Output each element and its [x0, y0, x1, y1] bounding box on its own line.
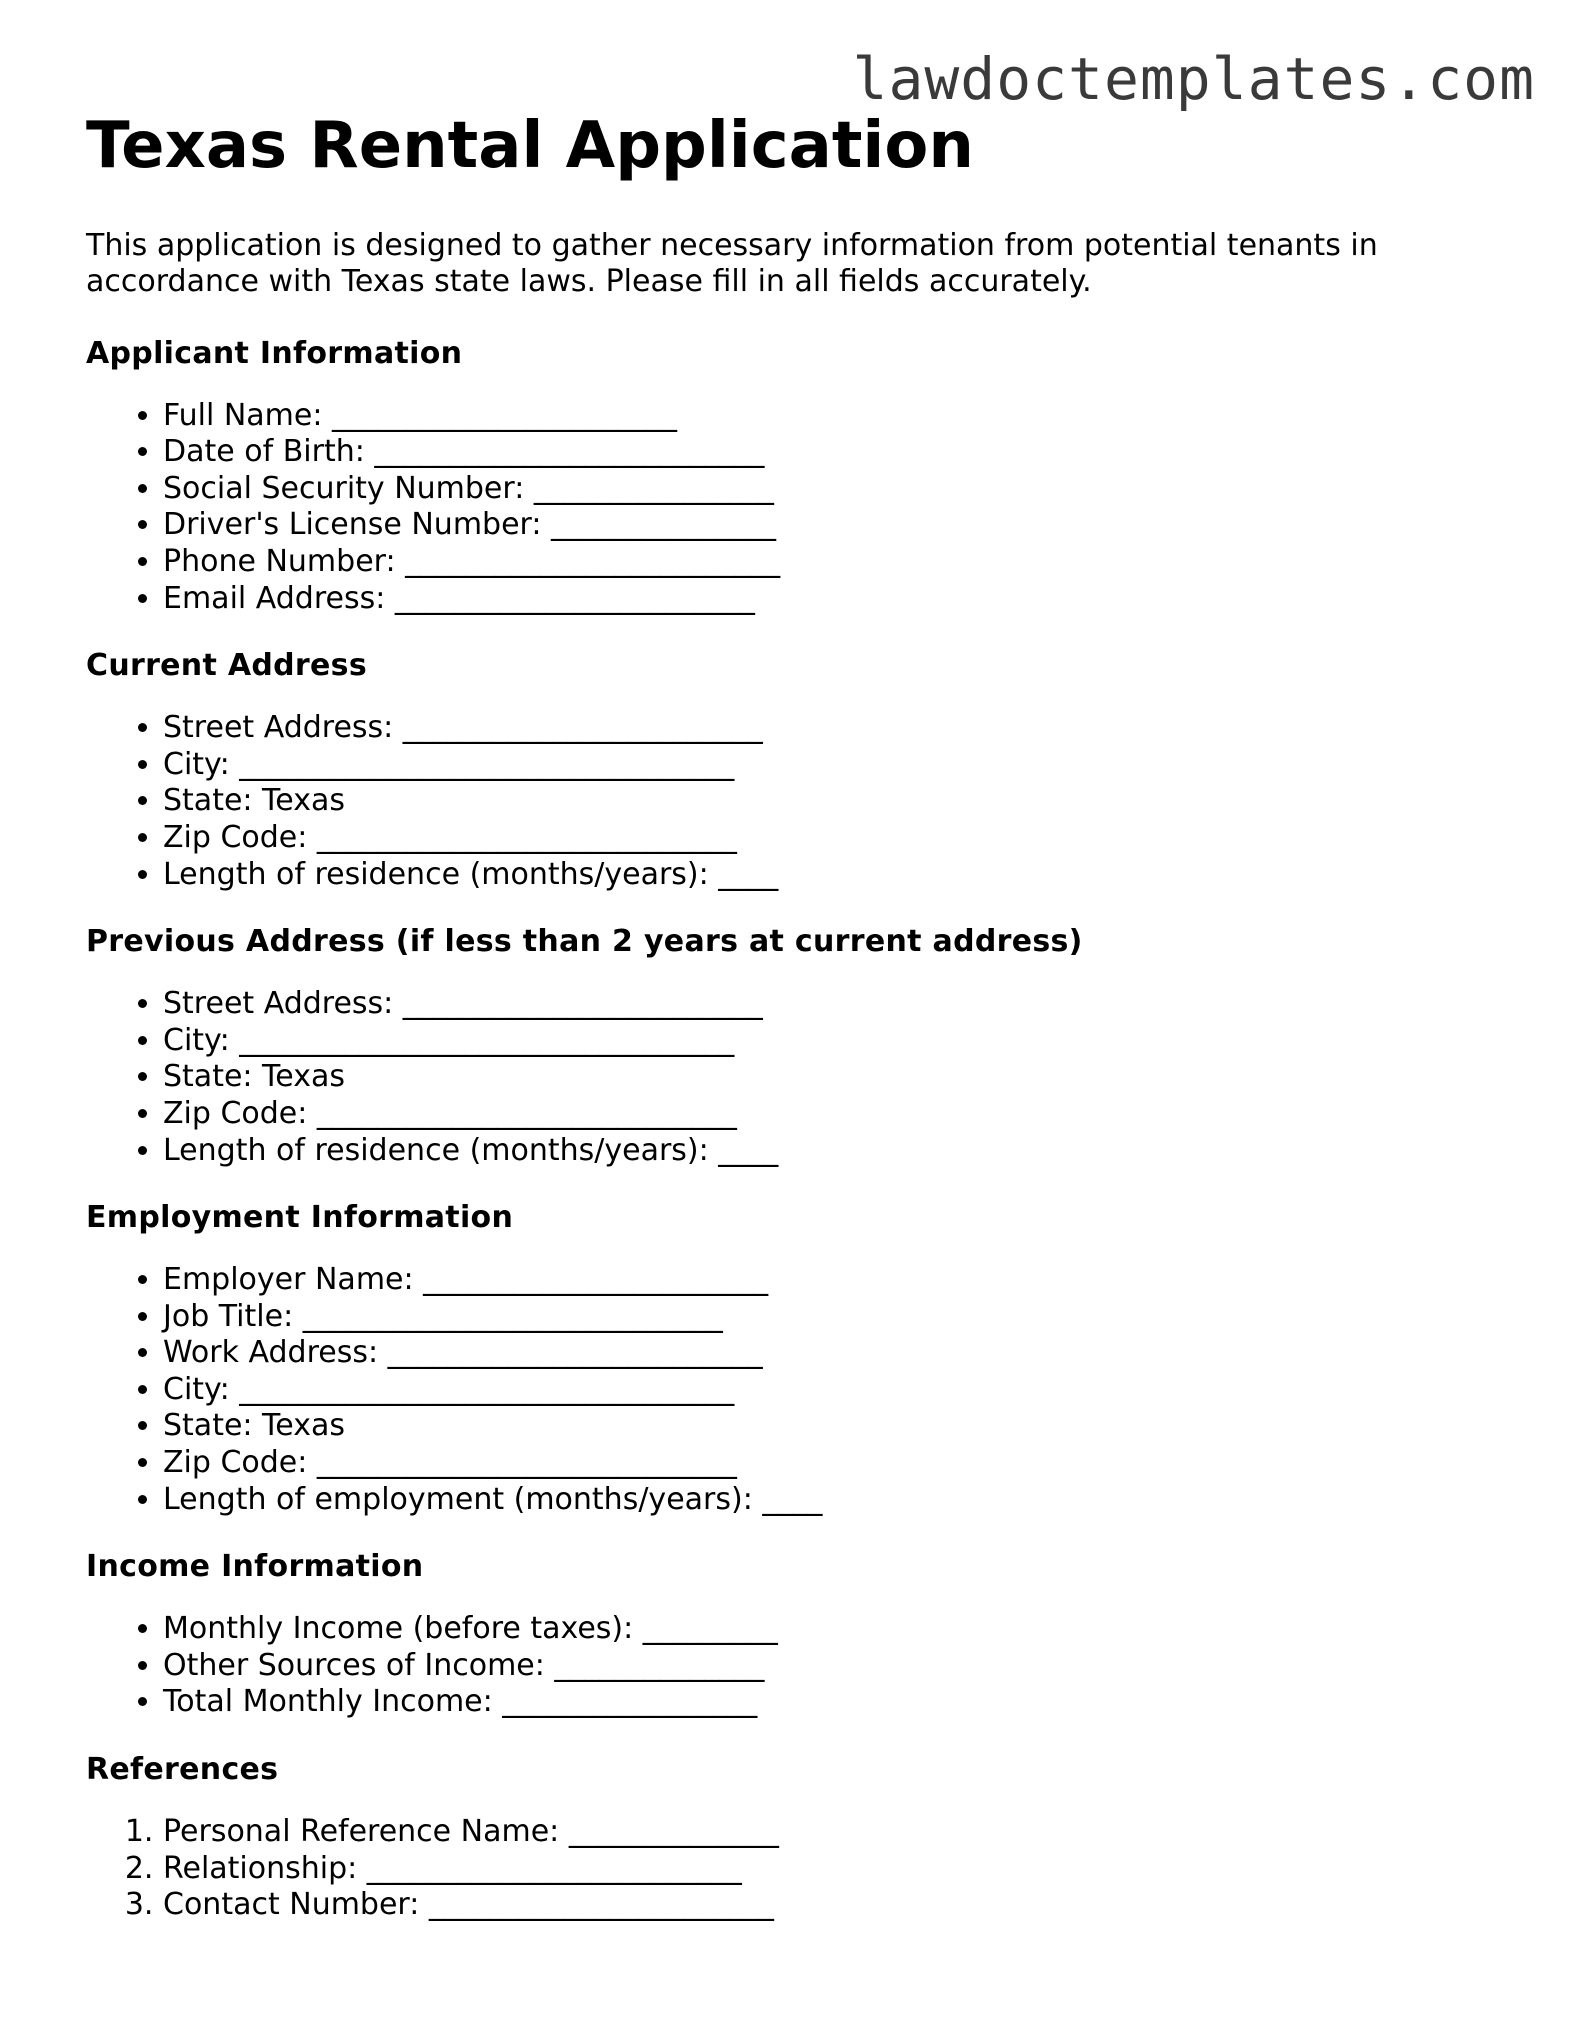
drivers-license-field: • Driver's License Number: _______________ [163, 507, 1526, 544]
income-information-list [86, 1611, 1526, 1721]
full-name-field: • Full Name: _______________________ [163, 398, 1526, 435]
current-city-field: • City: _________________________________ [163, 747, 1526, 784]
date-of-birth-field: • Date of Birth: __________________________ [163, 434, 1526, 471]
page-title: Texas Rental Application [86, 109, 974, 183]
job-title-field: • Job Title: ____________________________ [163, 1299, 1526, 1336]
work-city-field: • City: _________________________________ [163, 1372, 1526, 1409]
phone-number-field: • Phone Number: _________________________ [163, 544, 1526, 581]
contact-number-field: 3. Contact Number: _______________________ [163, 1887, 1526, 1924]
previous-street-address-field: • Street Address: ________________________ [163, 986, 1526, 1023]
other-income-field: • Other Sources of Income: ______________ [163, 1648, 1526, 1685]
previous-state-field: • State: Texas [163, 1059, 1526, 1096]
previous-address-list [86, 986, 1526, 1169]
length-of-employment-field: • Length of employment (months/years): ____ [163, 1482, 1526, 1519]
references-list [86, 1814, 1526, 1924]
previous-length-of-residence-field: • Length of residence (months/years): ____ [163, 1133, 1526, 1170]
personal-reference-name-field: 1. Personal Reference Name: ______________ [163, 1814, 1526, 1851]
current-street-address-field: • Street Address: ________________________ [163, 710, 1526, 747]
previous-city-field: • City: _________________________________ [163, 1023, 1526, 1060]
employment-information-list [86, 1262, 1526, 1518]
current-state-field: • State: Texas [163, 783, 1526, 820]
section-heading-previous-address: Previous Address (if less than 2 years at current address) [86, 924, 1083, 960]
current-zip-code-field: • Zip Code: ____________________________ [163, 820, 1526, 857]
document-body [86, 110, 1526, 1955]
work-state-field: • State: Texas [163, 1408, 1526, 1445]
previous-zip-code-field: • Zip Code: ____________________________ [163, 1096, 1526, 1133]
ssn-field: • Social Security Number: ________________ [163, 471, 1526, 508]
work-zip-code-field: • Zip Code: ____________________________ [163, 1445, 1526, 1482]
work-address-field: • Work Address: _________________________ [163, 1335, 1526, 1372]
section-heading-current-address: Current Address [86, 648, 367, 684]
current-length-of-residence-field: • Length of residence (months/years): ____ [163, 857, 1526, 894]
employer-name-field: • Employer Name: _______________________ [163, 1262, 1526, 1299]
email-address-field: • Email Address: ________________________ [163, 581, 1526, 618]
section-heading-employment-information: Employment Information [86, 1200, 514, 1236]
current-address-list [86, 710, 1526, 893]
watermark: lawdoctemplates.com [852, 45, 1535, 113]
total-monthly-income-field: • Total Monthly Income: _________________ [163, 1684, 1526, 1721]
section-heading-applicant-information: Applicant Information [86, 335, 463, 371]
intro-paragraph: This application is designed to gather necessary information from potential tenants in accordance with Texas state laws. Please fill in all fields accurately. [86, 227, 1378, 299]
section-heading-income-information: Income Information [86, 1549, 424, 1585]
section-heading-references: References [86, 1752, 279, 1788]
monthly-income-field: • Monthly Income (before taxes): _________ [163, 1611, 1526, 1648]
applicant-information-list [86, 398, 1526, 618]
relationship-field: 2. Relationship: _________________________ [163, 1851, 1526, 1888]
